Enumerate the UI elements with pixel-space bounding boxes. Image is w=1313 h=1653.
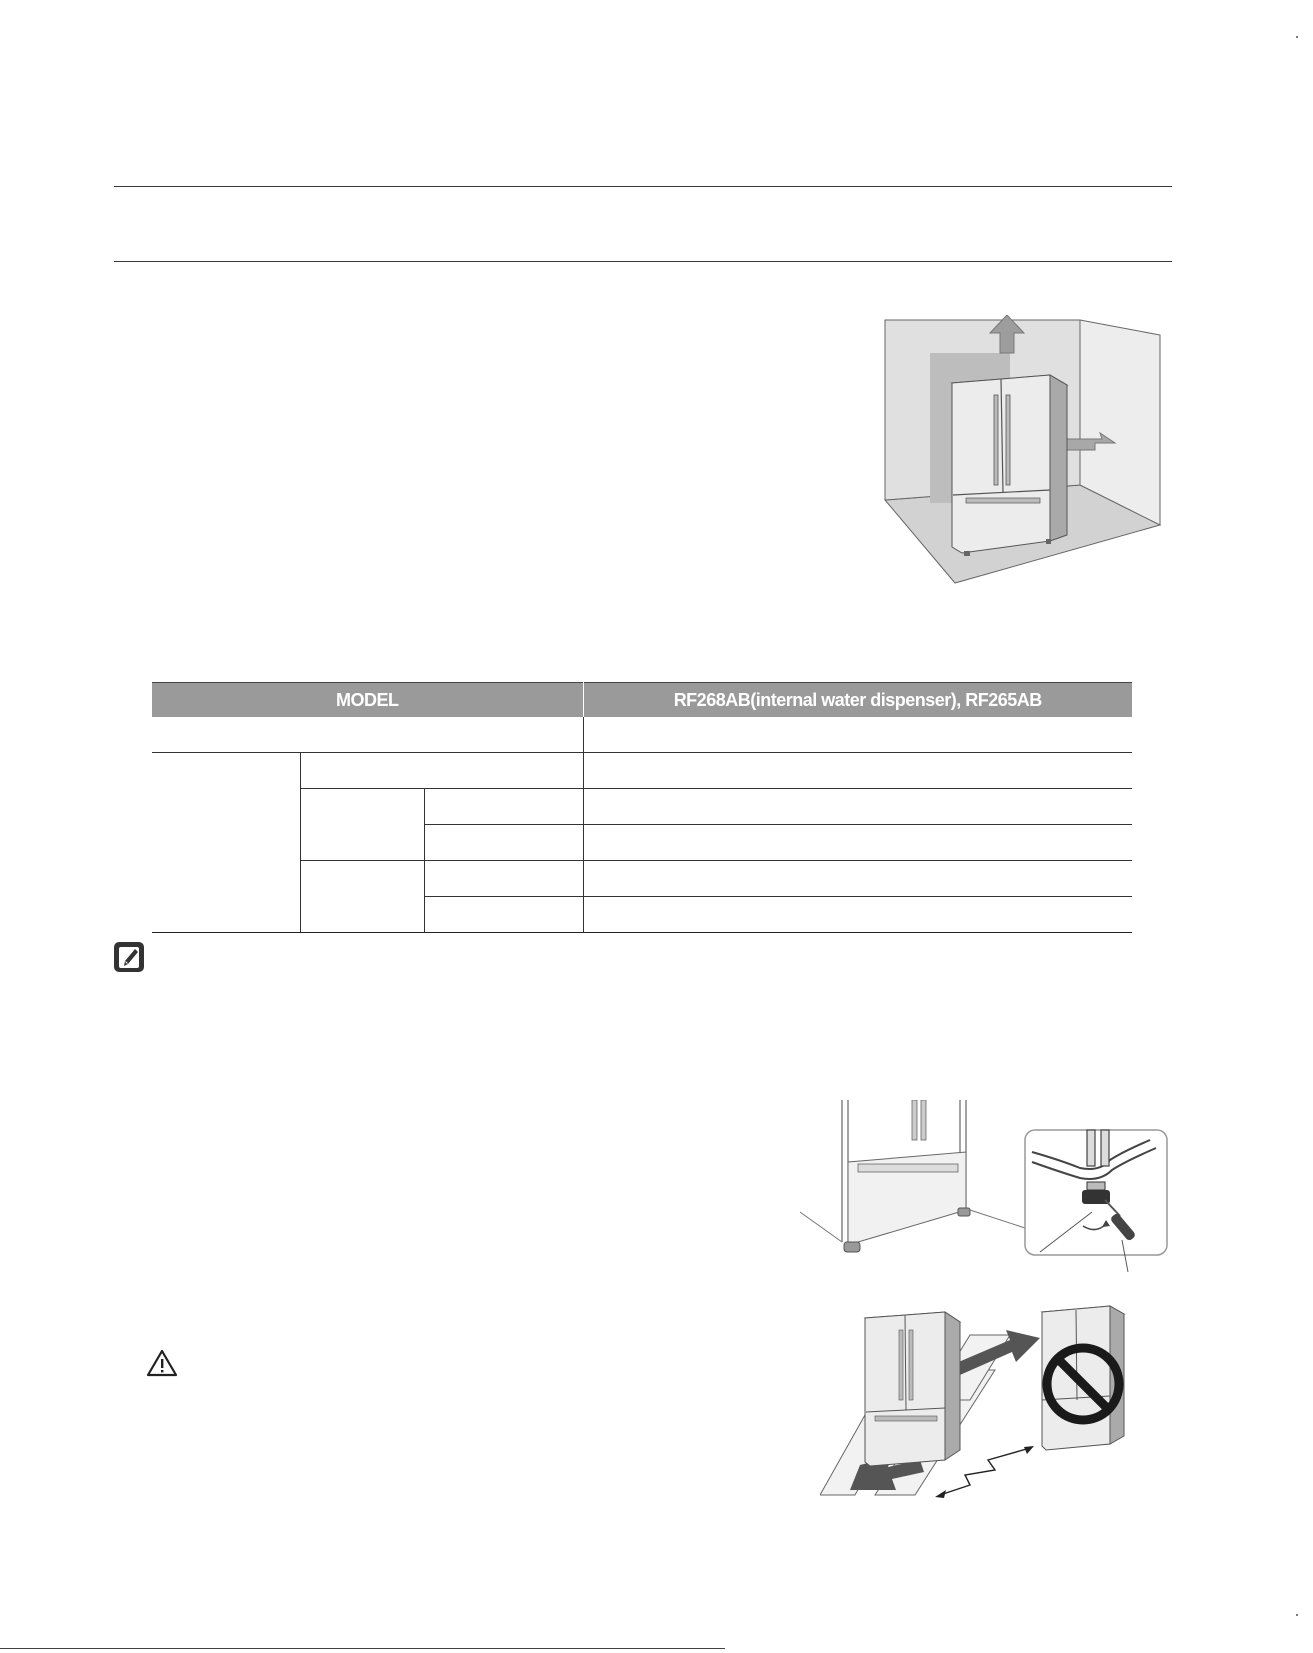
spec-table-header [152,683,1132,718]
leveling-foot-figure [800,1100,1180,1275]
spec-table-cell [583,897,1132,933]
spec-table-cell [424,825,583,861]
spec-table-group-cell [152,753,300,933]
footer-rule [0,1648,725,1649]
spec-table-cell [424,897,583,933]
spec-table-row [152,753,1132,789]
installation-clearance-figure [870,315,1170,590]
corner-mark-bottom [1296,1614,1298,1616]
section-rule-top [114,186,1172,187]
spec-table-cell [583,861,1132,897]
corner-mark-top [1296,36,1298,38]
caution-triangle-icon [146,1349,178,1377]
spec-table-cell [424,861,583,897]
spec-table-header-value: RF268AB(internal water dispenser), RF265AB [583,683,1132,718]
moving-refrigerator-figure [820,1300,1170,1510]
section-rule-bottom [114,261,1172,262]
spec-table-cell [583,753,1132,789]
note-pencil-icon [112,940,146,974]
spec-table-cell [424,789,583,825]
spec-table-cell [152,717,583,753]
spec-table [152,682,1132,933]
spec-table-subgroup-cell [300,789,424,861]
spec-table-cell [583,825,1132,861]
spec-table-row [152,717,1132,753]
spec-table-subgroup-cell [300,861,424,933]
spec-table-header-model: MODEL [152,683,583,718]
spec-table-cell [583,717,1132,753]
spec-table-cell [300,753,583,789]
spec-table-cell [583,789,1132,825]
